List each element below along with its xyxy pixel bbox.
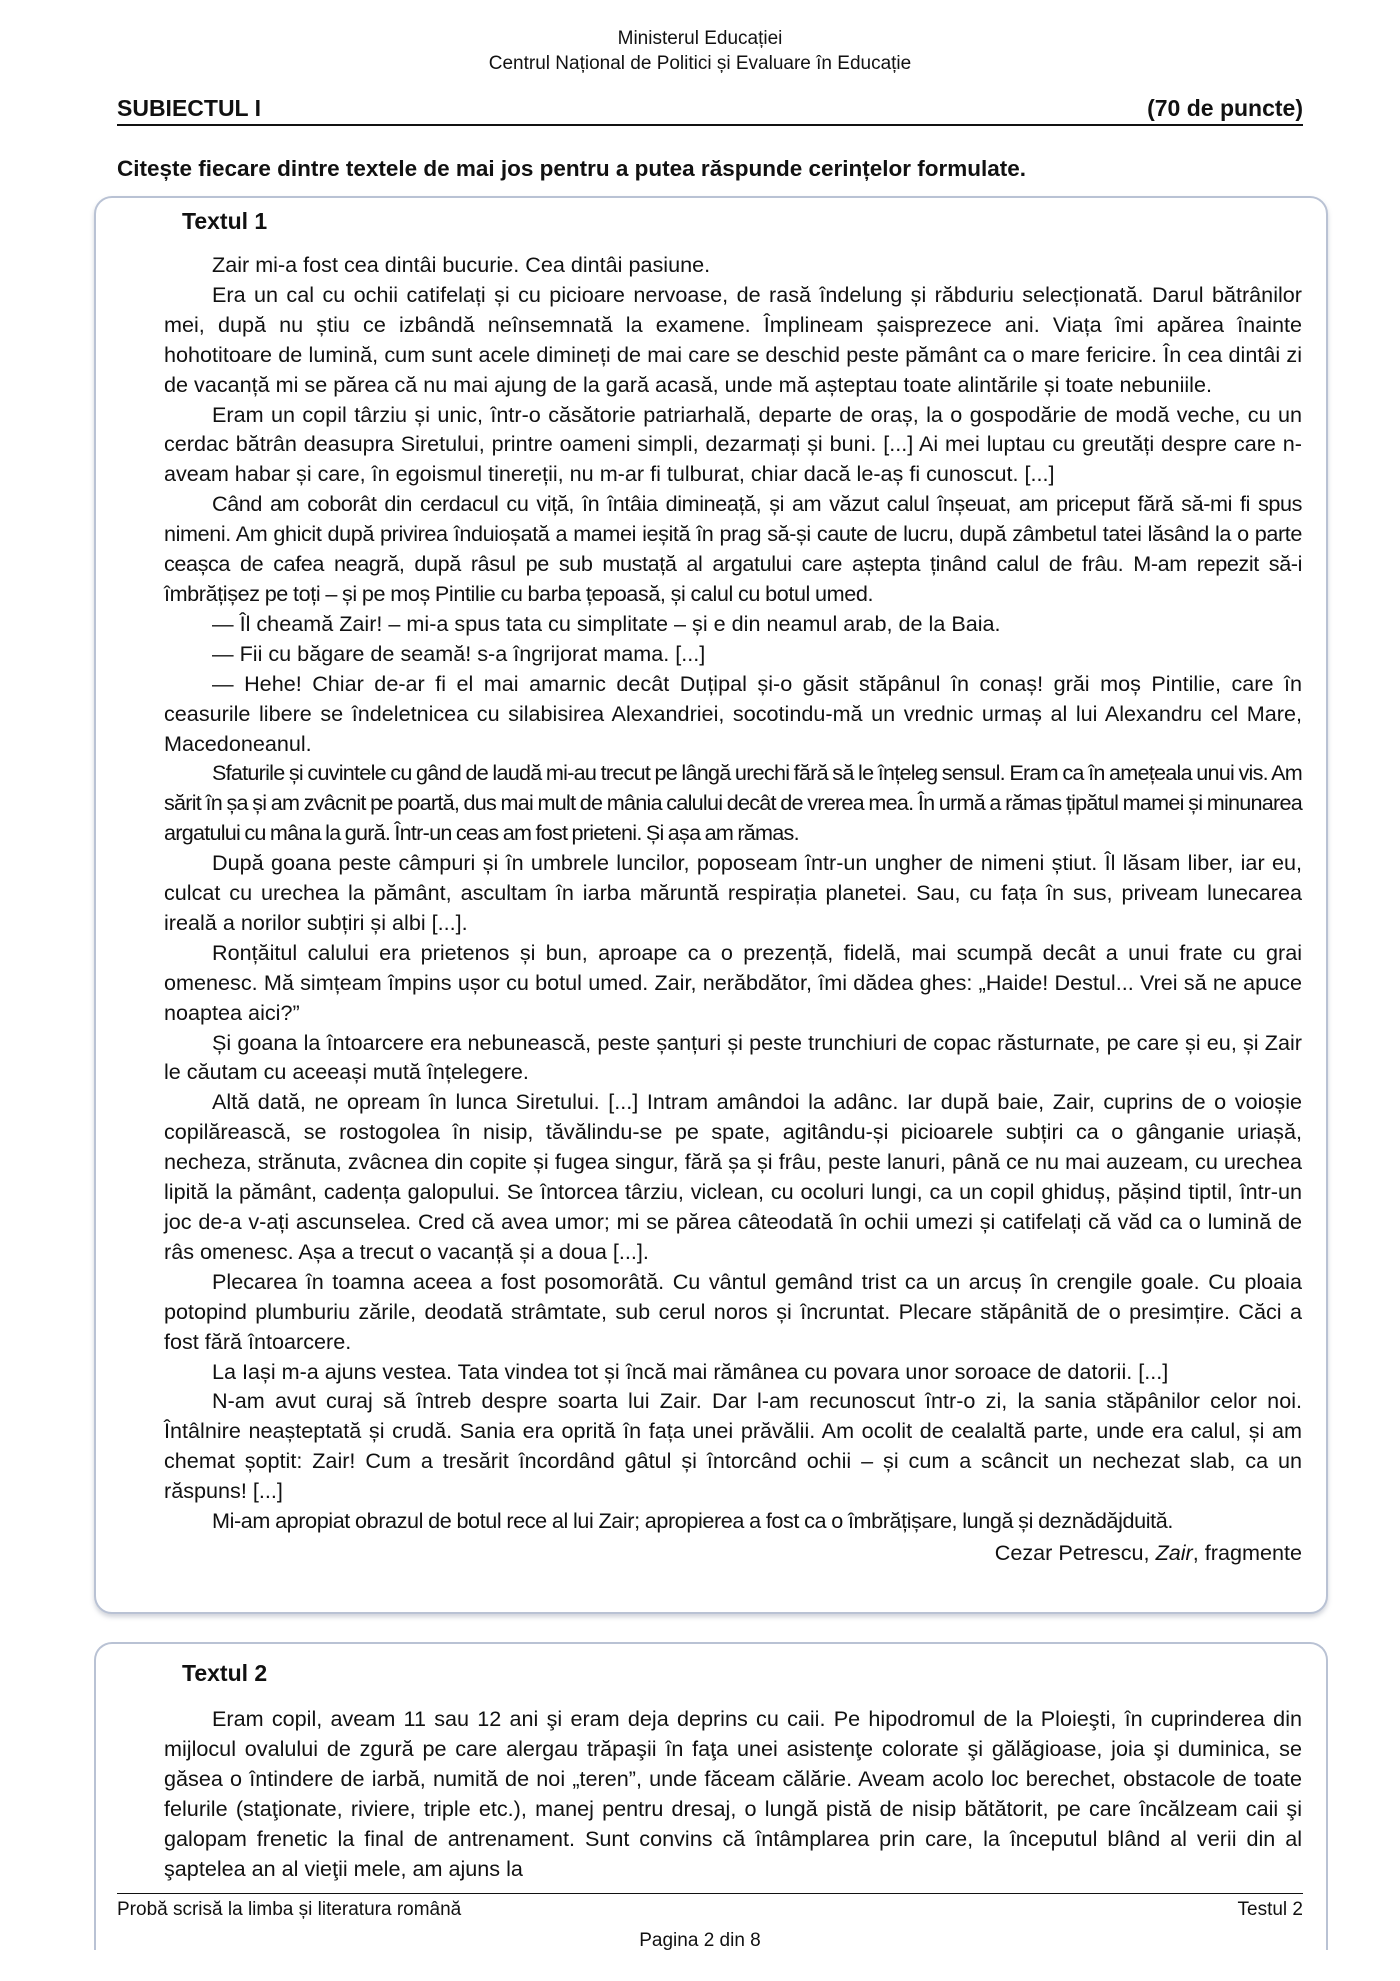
footer-test-number: Testul 2 [1237,1899,1303,1920]
footer-divider [117,1893,1303,1894]
subject-points: (70 de puncte) [1147,95,1303,121]
paragraph: Era un cal cu ochii catifelați și cu picioare nervoase, de rasă îndelung și răbduriu selecționată. Darul bătrânilor mei, după nu știu ce izbândă neînsemnată la examene. Împlineam șaisprezece ani. Viața îmi apărea înainte hohotitoare de lumină, cum sunt acele dimineți de mai care se deschid peste pământ ca o mare fericire. În cea dintâi zi de vacanță mi se părea că nu mai ajung de la gară acasă, unde mă așteptau toate alintările și toate nebuniile. [164,281,1302,397]
paragraph: N-am avut curaj să întreb despre soarta lui Zair. Dar l-am recunoscut într-o zi, la sania stăpânilor celor noi. Întâlnire neașteptată și crudă. Sania era oprită în fața unei prăvălii. Am ocolit de cealaltă parte, unde era calul, și am chemat șoptit: Zair! Cum a tresărit încordând gâtul și întorcând ochii – și cum a scâncit un nechezat slab, ca un răspuns! [...] [164,1388,1302,1504]
page-number: Pagina 2 din 8 [639,1930,761,1951]
paragraph: Mi-am apropiat obrazul de botul rece al lui Zair; apropierea a fost ca o îmbrățișare, lungă și deznădăjduită. [212,1508,1173,1534]
text2-body [164,1704,1302,1883]
ministry-name: Ministerul Educației [617,28,783,49]
text1-box [94,196,1328,1614]
paragraph: Sfaturile și cuvintele cu gând de laudă mi-au trecut pe lângă urechi fără să le înțeleg sensul. Eram ca în amețeala unui vis. Am sărit în șa și am zvâcnit pe poartă, dus mai mult de mânia calului decât de vrerea mea. În urmă a rămas țipătul mamei și minunarea argatului cu mâna la gură. Într-un ceas am fost prieteni. Și așa am rămas. [164,760,1302,846]
work-title: Zair [1155,1539,1193,1565]
paragraph: Eram un copil târziu și unic, într-o căsătorie patriarhală, departe de oraș, la o gospodărie de modă veche, cu un cerdac bătrân deasupra Siretului, printre oameni simpli, dezarmați și buni. [...] Ai mei luptau cu greutăți despre care n-aveam habar și care, în egoismul tinereții, nu m-ar fi tulburat, chiar dacă le-aș fi cunoscut. [...] [164,401,1302,487]
author-name: Cezar Petrescu, [994,1539,1156,1565]
paragraph: — Îl cheamă Zair! – mi-a spus tata cu simplitate – și e din neamul arab, de la Baia. [212,610,1001,636]
source-note: , fragmente [1192,1539,1302,1565]
footer-exam-name: Probă scrisă la limba și literatura română [117,1899,462,1920]
paragraph: — Hehe! Chiar de-ar fi el mai amarnic decât Duțipal și-o găsit stăpânul în conaș! grăi moș Pintilie, care în ceasurile libere se îndeletnicea cu silabisirea Alexandriei, socotindu-mă un vrednic urmaș al lui Alexandru cel Mare, Macedoneanul. [164,670,1302,756]
text2-title: Textul 2 [182,1660,268,1686]
instruction: Citește fiecare dintre textele de mai jos pentru a putea răspunde cerințelor formulate. [117,156,1027,181]
subject-bar [117,94,1303,126]
paragraph: După goana peste câmpuri și în umbrele luncilor, poposeam într-un ungher de nimeni știut. Îl lăsam liber, iar eu, culcat cu urechea la pământ, ascultam în iarba măruntă respirația planetei. Sau, cu fața în sus, priveam lunecarea ireală a norilor subțiri și albi [...]. [164,850,1302,935]
paragraph: Ronțăitul calului era prietenos și bun, aproape ca o prezență, fidelă, mai scumpă decât a unui frate cu grai omenesc. Mă simțeam împins ușor cu botul umed. Zair, nerăbdător, îmi dădea ghes: „Haide! Destul... Vrei să ne apuce noaptea aici?” [164,939,1302,1025]
paragraph: Eram copil, aveam 11 sau 12 ani şi eram deja deprins cu caii. Pe hipodromul de la Ploieşti, în cuprinderea din mijlocul ovalului de zgură pe care alergau trăpaşii în faţa unei asistenţe colorate şi gălăgioase, joia şi duminica, se găsea o întindere de iarbă, numită de noi „teren”, unde făceam călărie. Aveam acolo loc berechet, obstacole de toate felurile (staţionate, riviere, triple etc.), manej pentru dresaj, o lungă pistă de nisip bătătorit, pe care încălzeam caii şi galopam frenetic la final de antrenament. Sunt convins că întâmplarea prin care, la începutul blând al verii din al şaptelea an al vieţii mele, am ajuns la [164,1706,1302,1881]
text1-body [164,250,1302,1568]
paragraph: Și goana la întoarcere era nebunească, peste șanțuri și peste trunchiuri de copac răsturnate, pe care și eu, și Zair le căutam cu aceeași mută înțelegere. [164,1029,1302,1085]
paragraph: Zair mi-a fost cea dintâi bucurie. Cea dintâi pasiune. [212,252,711,277]
paragraph: — Fii cu băgare de seamă! s-a îngrijorat mama. [...] [212,640,706,666]
paragraph: La Iași m-a ajuns vestea. Tata vindea tot și încă mai rămânea cu povara unor soroace de datorii. [...] [212,1358,1169,1384]
text1-title: Textul 1 [182,208,268,234]
paragraph: Altă dată, ne opream în lunca Siretului. [...] Intram amândoi la adânc. Iar după baie, Zair, cuprins de o voioșie copilărească, se rostogolea în nisip, tăvălindu-se pe spate, agitându-și picioarele subțiri ca o gânganie uriașă, necheza, strănuta, zvâcnea din copite și fugea singur, fără șa și frâu, peste lanuri, până ce nu mai auzeam, cu urechea lipită la pământ, cadența galopului. Se întorcea târziu, viclean, cu ocoluri lungi, ca un copil ghiduș, pășind tiptil, într-un joc de-a v-ați ascunselea. Cred că avea umor; mi se părea câteodată în ochii umezi și catifelați că văd ca o lumină de râs omenesc. Așa a trecut o vacanță și a doua [...]. [164,1089,1302,1264]
paragraph: Când am coborât din cerdacul cu viță, în întâia dimineață, și am văzut calul înșeuat, am priceput fără să-mi fi spus nimeni. Am ghicit după privirea înduioșată a mamei ieșită în prag să-și caute de lucru, după zâmbetul tatei lăsând la o parte ceașca de cafea neagră, după râsul pe sub mustață al argatului care aștepta ținând calul de frâu. M-am repezit să-i îmbrățișez pe toți – și pe moș Pintilie cu barba țepoasă, și calul cu botul umed. [164,491,1302,606]
paragraph: Plecarea în toamna aceea a fost posomorâtă. Cu vântul gemând trist ca un arcuș în crengile goale. Cu ploaia potopind plumburiu zările, deodată strâmtate, sub cerul noros și încruntat. Plecare stăpânită de o presimțire. Căci a fost fără întoarcere. [164,1268,1302,1354]
text1-source [164,1538,1302,1568]
center-name: Centrul Național de Politici și Evaluare în Educație [488,53,912,74]
page-header [0,26,1400,76]
subject-title: SUBIECTUL I [117,95,261,121]
